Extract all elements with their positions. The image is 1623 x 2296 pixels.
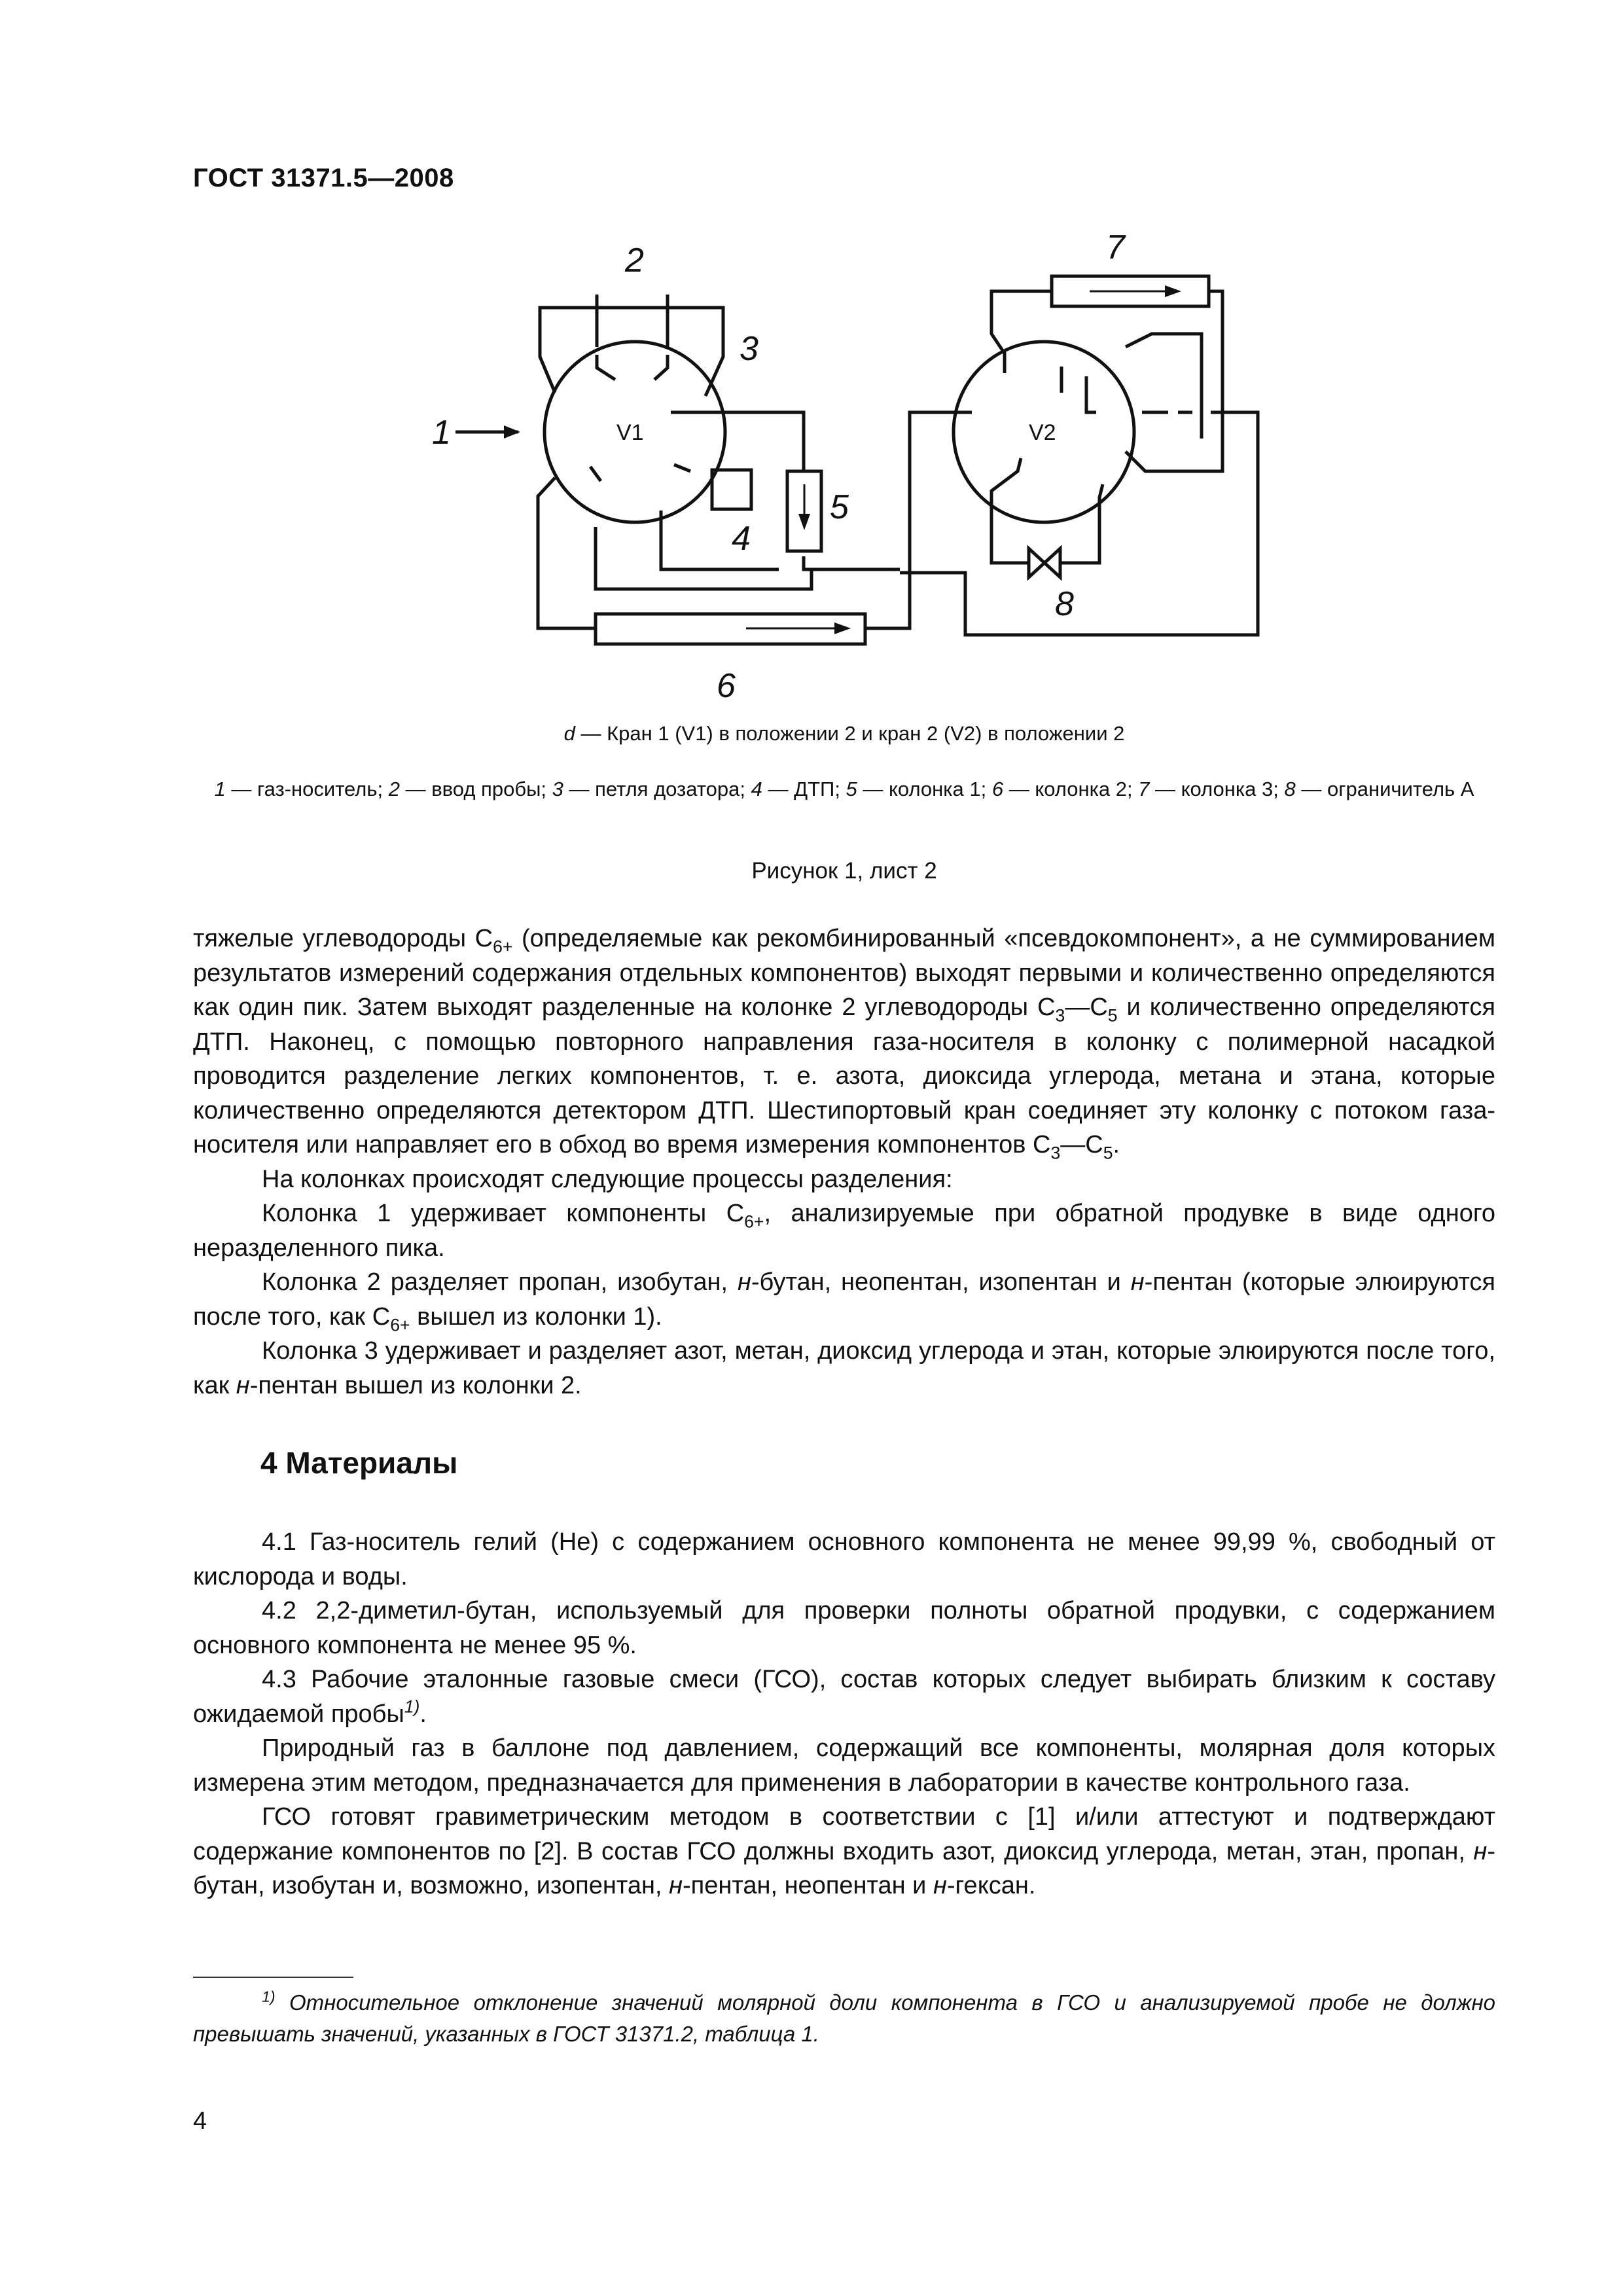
legend-text: — колонка 2; (1003, 778, 1139, 800)
text-run: вышел из колонки 1). (410, 1302, 662, 1331)
legend-text: — газ-носитель; (225, 778, 389, 800)
paragraph-control-gas: Природный газ в баллоне под давлением, содержащий все компоненты, молярная доля которых измерена этим методом, предназначается для применения в лаборатории в качестве контрольного газа. (193, 1734, 1495, 1797)
line-v1-to-column-2 (538, 478, 596, 628)
italic-run: н (1130, 1268, 1145, 1296)
legend-num: 1 (214, 778, 226, 800)
section-heading: 4 Материалы (260, 1446, 458, 1480)
label-1: 1 (432, 414, 451, 452)
text-run: -пентан (которые элюируются после того, как C (193, 1268, 1496, 1331)
label-8: 8 (1055, 585, 1074, 623)
legend-text: — ограничитель А (1295, 778, 1474, 800)
legend-num: 4 (751, 778, 762, 800)
legend-num: 8 (1284, 778, 1296, 800)
text-run: Колонка 2 разделяет пропан, изобутан, (262, 1268, 738, 1296)
text-run: —C (1065, 994, 1108, 1021)
label-3: 3 (740, 330, 758, 368)
legend-num: 2 (388, 778, 400, 800)
text-run: (определяемые как рекомбинированный «псевдокомпонент», а не суммированием результатов измерений содержания отдельных компонентов) выходят первыми и количественно определяются как один пик. Затем выходят разделенные на колонке 2 углеводороды C (193, 925, 1495, 1021)
v2-channel-top-right (1086, 376, 1096, 412)
text-run: —C (1060, 1131, 1103, 1158)
v1-channel-top-left (597, 355, 615, 380)
line-v1-to-tcd (661, 511, 779, 569)
paragraph-column-2 (193, 1265, 1495, 1334)
line-to-column-1-top (725, 412, 804, 471)
text-run: -пентан, неопентан и (683, 1872, 933, 1899)
figure-title: Рисунок 1, лист 2 (751, 858, 937, 884)
restrictor-8 (1029, 548, 1060, 577)
legend-text: — колонка 1; (857, 778, 992, 800)
legend-text: — ДТП; (762, 778, 846, 800)
footnote (193, 1987, 1495, 2050)
figure-subcaption (193, 720, 1495, 747)
legend-text: — колонка 3; (1149, 778, 1285, 800)
subscript: 6+ (390, 1314, 410, 1335)
legend-num: 6 (991, 778, 1004, 800)
label-4: 4 (732, 520, 751, 558)
subscript: 6+ (493, 937, 513, 957)
dosing-loop-3 (540, 308, 723, 396)
text-run: ГСО готовят гравиметрическим методом в соответствии с [1] и/или аттестуют и подтверждают содержание компонентов по [2]. В состав ГСО должны входить азот, диоксид углерода, метан, этан, пропан, (193, 1803, 1495, 1865)
text-run: . (419, 1700, 427, 1728)
text-run: Колонка 3 удерживает и разделяет азот, метан, диоксид углерода и этан, которые элюируются после того, как (193, 1337, 1495, 1399)
page-number: 4 (193, 2108, 207, 2135)
document-header: ГОСТ 31371.5—2008 (193, 164, 454, 192)
paragraph-gso-preparation (193, 1800, 1495, 1903)
text-run: -пентан вышел из колонки 2. (249, 1371, 582, 1399)
text-run: , анализируемые при обратной продувке в виде одного неразделенного пика. (193, 1200, 1495, 1262)
label-6: 6 (717, 667, 736, 705)
line-v1-bottom (596, 527, 812, 589)
v2-loop-right (1126, 334, 1202, 439)
scheme-diagram (393, 216, 1283, 733)
footnote-divider (193, 1977, 353, 1978)
paragraph-continuation (193, 922, 1495, 1162)
line-restrictor-to-v2 (1060, 484, 1103, 563)
subcaption-letter: d (563, 722, 575, 745)
clause-4-1: 4.1 Газ-носитель гелий (He) с содержанием основного компонента не менее 99,99 %, свободный от кислорода и воды. (193, 1528, 1495, 1590)
footnote-mark: 1) (262, 1988, 276, 2005)
footnote-ref: 1) (404, 1696, 420, 1716)
materials-text (193, 1525, 1495, 1903)
tcd-detector-4 (712, 470, 751, 509)
flow-arrows (504, 285, 1181, 634)
legend-num: 3 (552, 778, 563, 800)
legend-num: 7 (1138, 778, 1150, 800)
italic-run: н (737, 1268, 751, 1296)
text-run: . (1113, 1131, 1120, 1158)
italic-run: н (933, 1872, 947, 1899)
line-from-column-1 (804, 556, 857, 569)
subscript: 5 (1107, 1005, 1118, 1026)
arrow-carrier-gas (504, 425, 520, 439)
clause-4-2: 4.2 2,2-диметил-бутан, используемый для проверки полноты обратной продувки, с содержанием основного компонента не менее 95 %. (193, 1597, 1495, 1659)
label-5: 5 (830, 488, 849, 526)
valve-v1-label: V1 (616, 420, 644, 445)
line-v2-to-column-3 (991, 291, 1052, 373)
italic-run: н (669, 1872, 683, 1899)
italic-run: н (1473, 1837, 1488, 1865)
footnote-text: Относительное отклонение значений молярной доли компонента в ГСО и анализируемой пробе не должно превышать значений, указанных в ГОСТ 31371.2, таблица 1. (193, 1990, 1495, 2046)
legend-num: 5 (846, 778, 857, 800)
legend-text: — петля дозатора; (563, 778, 751, 800)
text-run: -гексан. (946, 1872, 1036, 1899)
subscript: 5 (1103, 1143, 1113, 1163)
subscript: 3 (1055, 1005, 1065, 1026)
paragraph-separation-intro: На колонках происходят следующие процессы разделения: (262, 1165, 953, 1193)
clause-4-3 (193, 1662, 1495, 1731)
figure-legend (193, 776, 1495, 803)
text-run: -бутан, неопентан, изопентан и (751, 1268, 1131, 1296)
v1-channel-bottom-right (674, 465, 690, 471)
restrictor-valve-symbol (1029, 548, 1060, 577)
italic-run: н (236, 1371, 250, 1399)
v1-channel-bottom-left (590, 467, 601, 481)
line-column-3-return (1126, 291, 1222, 471)
paragraph-column-3 (193, 1334, 1495, 1403)
text-run: -бутан, изобутан и, возможно, изопентан, (193, 1837, 1495, 1899)
v1-channel-top-right (654, 355, 668, 380)
text-run: и количественно определяются ДТП. Наконец, с помощью повторного направления газа-носителя в колонку с полимерной насадкой проводится разделение легких компонентов, т. е. азота, диоксида углерода, метана и этана, которые количественно определяются детектором ДТП. Шестипортовый кран соединяет эту колонку с потоком газа-носителя или направляет его в обход во время измерения компонентов C (193, 994, 1495, 1158)
label-2: 2 (625, 242, 644, 279)
legend-text: — ввод пробы; (399, 778, 552, 800)
valve-v2-label: V2 (1029, 420, 1056, 445)
subscript: 3 (1050, 1143, 1061, 1163)
line-column-2-to-v2 (865, 412, 962, 628)
label-7: 7 (1106, 228, 1125, 266)
subscript: 6+ (744, 1211, 764, 1232)
main-text (193, 922, 1495, 1403)
gas-chromatograph-scheme (393, 216, 1283, 733)
text-run: 4.3 Рабочие эталонные газовые смеси (ГСО), состав которых следует выбирать близким к составу ожидаемой пробы (193, 1666, 1495, 1728)
subcaption-text: — Кран 1 (V1) в положении 2 и кран 2 (V2) в положении 2 (575, 722, 1125, 745)
text-run: тяжелые углеводороды C (193, 925, 493, 952)
text-run: Колонка 1 удерживает компоненты C (262, 1200, 745, 1227)
paragraph-column-1 (193, 1196, 1495, 1265)
scheme-lines (455, 276, 1258, 644)
